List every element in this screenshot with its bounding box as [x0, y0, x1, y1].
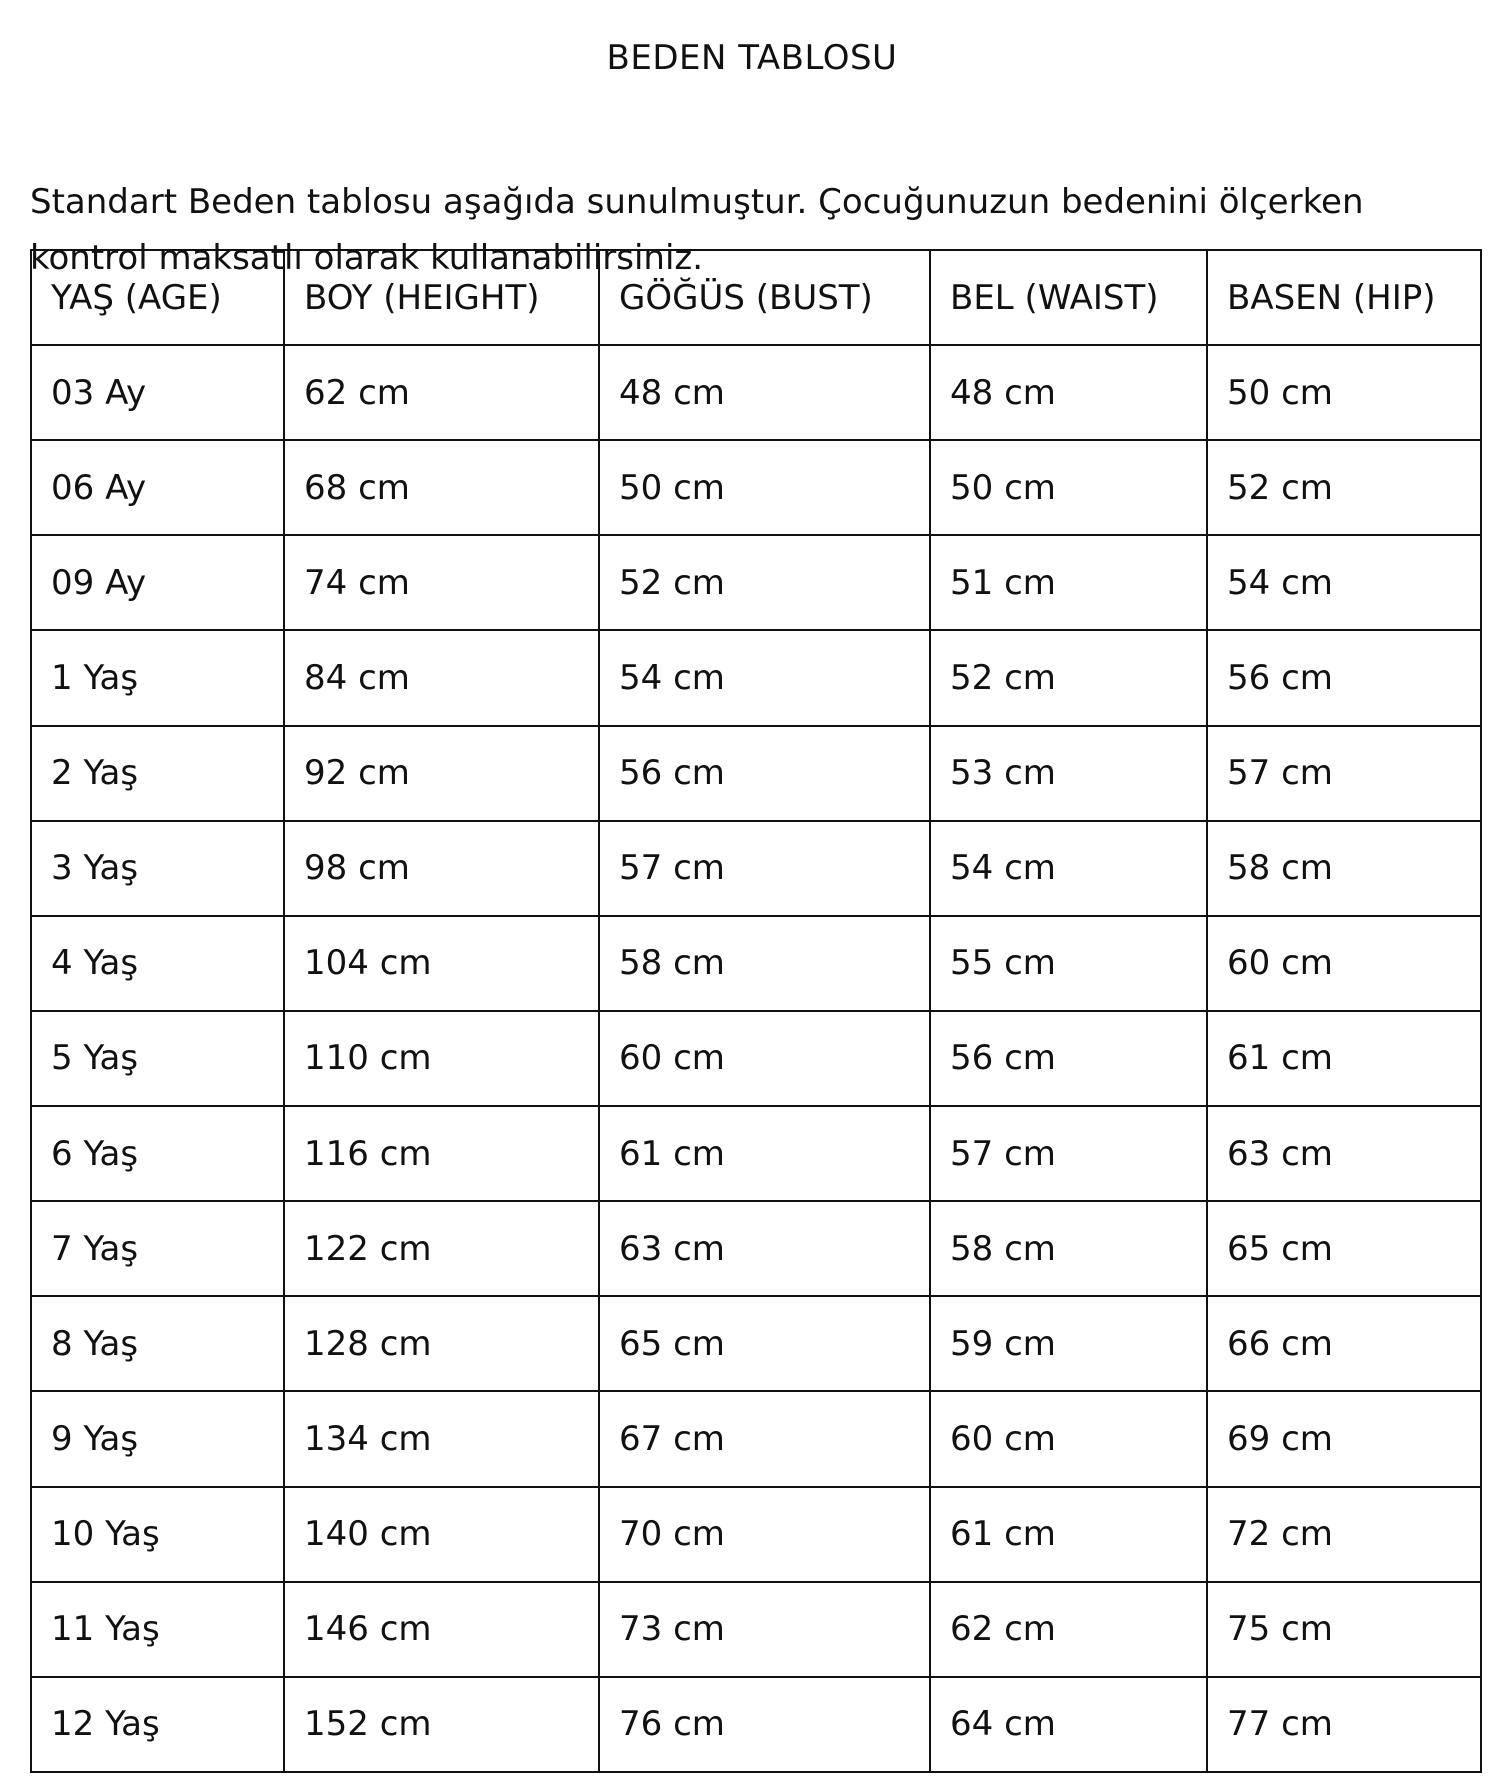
cell-hip: 61 cm: [1207, 1011, 1481, 1106]
cell-height: 134 cm: [284, 1391, 599, 1486]
cell-hip: 54 cm: [1207, 535, 1481, 630]
header-hip: BASEN (HIP): [1207, 250, 1481, 345]
cell-waist: 52 cm: [930, 630, 1207, 725]
cell-hip: 60 cm: [1207, 916, 1481, 1011]
cell-age: 4 Yaş: [31, 916, 284, 1011]
cell-height: 116 cm: [284, 1106, 599, 1201]
table-row: [31, 1106, 1481, 1201]
cell-hip: 75 cm: [1207, 1582, 1481, 1677]
table-row: [31, 630, 1481, 725]
cell-age: 10 Yaş: [31, 1487, 284, 1582]
cell-bust: 48 cm: [599, 345, 930, 440]
cell-waist: 54 cm: [930, 821, 1207, 916]
cell-bust: 57 cm: [599, 821, 930, 916]
cell-height: 152 cm: [284, 1677, 599, 1772]
cell-height: 98 cm: [284, 821, 599, 916]
cell-height: 68 cm: [284, 440, 599, 535]
cell-waist: 57 cm: [930, 1106, 1207, 1201]
header-age: YAŞ (AGE): [31, 250, 284, 345]
table-row: [31, 916, 1481, 1011]
cell-hip: 69 cm: [1207, 1391, 1481, 1486]
table-body: [31, 345, 1481, 1772]
cell-age: 06 Ay: [31, 440, 284, 535]
cell-bust: 56 cm: [599, 726, 930, 821]
cell-age: 03 Ay: [31, 345, 284, 440]
table-row: [31, 1201, 1481, 1296]
cell-age: 7 Yaş: [31, 1201, 284, 1296]
header-bust: GÖĞÜS (BUST): [599, 250, 930, 345]
cell-hip: 72 cm: [1207, 1487, 1481, 1582]
cell-waist: 60 cm: [930, 1391, 1207, 1486]
cell-age: 8 Yaş: [31, 1296, 284, 1391]
cell-hip: 50 cm: [1207, 345, 1481, 440]
table-row: [31, 345, 1481, 440]
cell-bust: 70 cm: [599, 1487, 930, 1582]
cell-hip: 56 cm: [1207, 630, 1481, 725]
cell-waist: 56 cm: [930, 1011, 1207, 1106]
cell-hip: 52 cm: [1207, 440, 1481, 535]
cell-bust: 50 cm: [599, 440, 930, 535]
cell-bust: 61 cm: [599, 1106, 930, 1201]
cell-height: 92 cm: [284, 726, 599, 821]
cell-waist: 51 cm: [930, 535, 1207, 630]
cell-hip: 63 cm: [1207, 1106, 1481, 1201]
cell-waist: 59 cm: [930, 1296, 1207, 1391]
table-row: [31, 726, 1481, 821]
cell-age: 09 Ay: [31, 535, 284, 630]
cell-bust: 76 cm: [599, 1677, 930, 1772]
cell-age: 2 Yaş: [31, 726, 284, 821]
cell-bust: 67 cm: [599, 1391, 930, 1486]
header-height: BOY (HEIGHT): [284, 250, 599, 345]
cell-hip: 66 cm: [1207, 1296, 1481, 1391]
cell-hip: 57 cm: [1207, 726, 1481, 821]
table-row: [31, 1487, 1481, 1582]
cell-bust: 54 cm: [599, 630, 930, 725]
cell-height: 62 cm: [284, 345, 599, 440]
page-title: BEDEN TABLOSU: [606, 38, 898, 78]
cell-age: 11 Yaş: [31, 1582, 284, 1677]
cell-hip: 77 cm: [1207, 1677, 1481, 1772]
cell-height: 146 cm: [284, 1582, 599, 1677]
header-waist: BEL (WAIST): [930, 250, 1207, 345]
cell-age: 1 Yaş: [31, 630, 284, 725]
table-header-row: [31, 250, 1481, 345]
cell-age: 12 Yaş: [31, 1677, 284, 1772]
cell-bust: 63 cm: [599, 1201, 930, 1296]
cell-waist: 48 cm: [930, 345, 1207, 440]
cell-bust: 58 cm: [599, 916, 930, 1011]
cell-height: 128 cm: [284, 1296, 599, 1391]
table-row: [31, 1677, 1481, 1772]
cell-height: 122 cm: [284, 1201, 599, 1296]
size-table: [30, 249, 1482, 1773]
cell-waist: 55 cm: [930, 916, 1207, 1011]
cell-waist: 50 cm: [930, 440, 1207, 535]
table-row: [31, 1011, 1481, 1106]
cell-age: 6 Yaş: [31, 1106, 284, 1201]
cell-waist: 61 cm: [930, 1487, 1207, 1582]
cell-age: 5 Yaş: [31, 1011, 284, 1106]
table-row: [31, 1582, 1481, 1677]
cell-hip: 58 cm: [1207, 821, 1481, 916]
cell-bust: 65 cm: [599, 1296, 930, 1391]
table-row: [31, 1296, 1481, 1391]
cell-height: 84 cm: [284, 630, 599, 725]
cell-bust: 60 cm: [599, 1011, 930, 1106]
cell-bust: 73 cm: [599, 1582, 930, 1677]
cell-hip: 65 cm: [1207, 1201, 1481, 1296]
table-row: [31, 1391, 1481, 1486]
cell-waist: 64 cm: [930, 1677, 1207, 1772]
cell-waist: 53 cm: [930, 726, 1207, 821]
cell-height: 110 cm: [284, 1011, 599, 1106]
cell-waist: 62 cm: [930, 1582, 1207, 1677]
table-row: [31, 440, 1481, 535]
cell-height: 104 cm: [284, 916, 599, 1011]
table-row: [31, 535, 1481, 630]
intro-text: Standart Beden tablosu aşağıda sunulmuştur. Çocuğunuzun bedenini ölçerken kontrol maksatlı olarak kullanabilirsiniz.: [30, 182, 1364, 278]
table-row: [31, 821, 1481, 916]
cell-age: 3 Yaş: [31, 821, 284, 916]
cell-bust: 52 cm: [599, 535, 930, 630]
cell-waist: 58 cm: [930, 1201, 1207, 1296]
cell-age: 9 Yaş: [31, 1391, 284, 1486]
cell-height: 140 cm: [284, 1487, 599, 1582]
cell-height: 74 cm: [284, 535, 599, 630]
